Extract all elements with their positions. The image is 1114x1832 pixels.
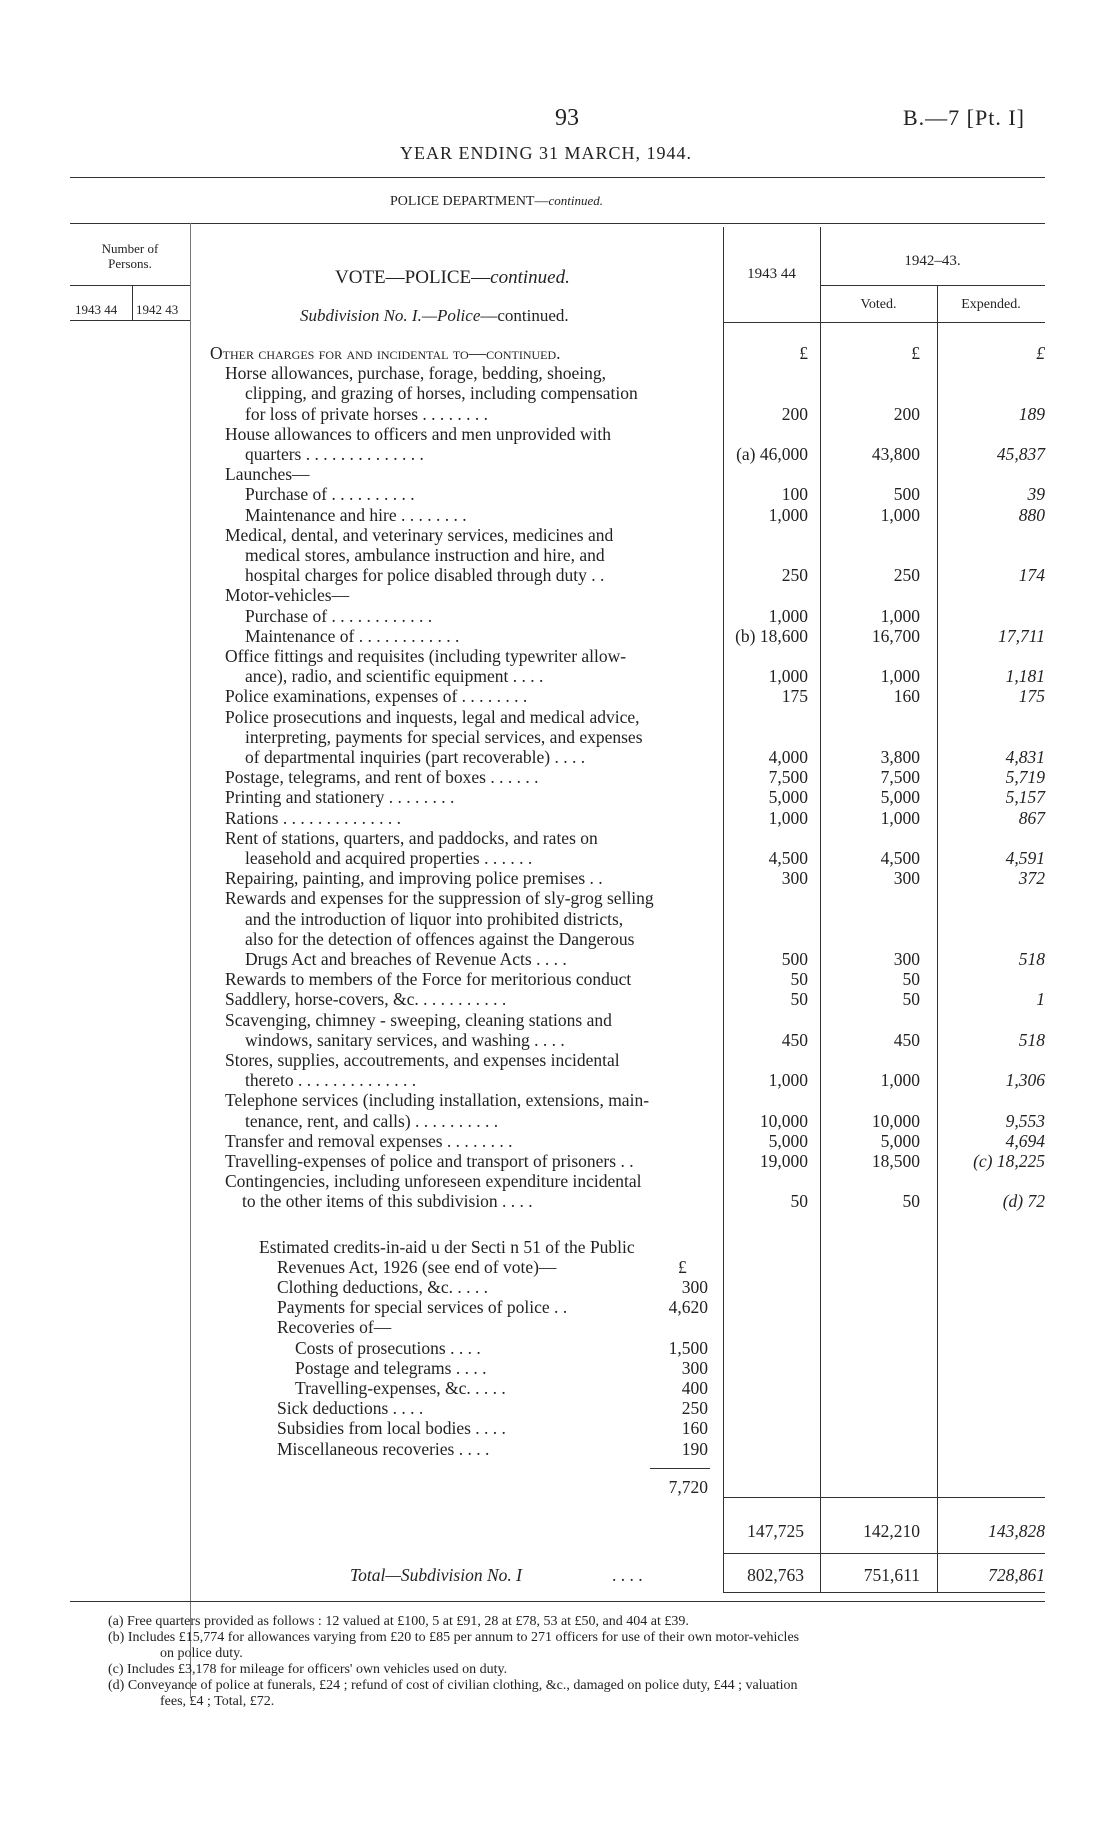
- subdivision-continued: —continued.: [480, 306, 569, 325]
- row-expended-1942: 5,157: [1005, 787, 1045, 808]
- row-estimate-1943: 50: [790, 969, 808, 990]
- table-row: [0, 848, 1114, 868]
- table-row: [0, 1131, 1114, 1151]
- table-row: [0, 343, 1114, 363]
- table-row: [0, 424, 1114, 444]
- credits-intro-2: Revenues Act, 1926 (see end of vote)—: [277, 1257, 557, 1277]
- row-estimate-1943: 100: [781, 484, 808, 505]
- row-description: House allowances to officers and men unprovided with: [225, 423, 612, 444]
- row-estimate-1943: 19,000: [759, 1151, 808, 1171]
- total-voted: 751,611: [863, 1565, 920, 1585]
- row-expended-1942: (d) 72: [1002, 1191, 1045, 1212]
- np-header-rule: [70, 285, 190, 286]
- table-row: [0, 626, 1114, 646]
- page-number: 93: [555, 105, 579, 131]
- table-row: [0, 707, 1114, 727]
- credit-label: Miscellaneous recoveries . . . .: [277, 1438, 490, 1459]
- row-expended-1942: 880: [1018, 504, 1045, 525]
- table-row: [0, 727, 1114, 747]
- row-description: Purchase of . . . . . . . . . . . .: [245, 605, 433, 626]
- row-estimate-1943: (a) 46,000: [736, 444, 808, 464]
- row-expended-1942: 39: [1027, 484, 1045, 505]
- table-row: [0, 1171, 1114, 1191]
- table-row: [0, 1151, 1114, 1171]
- row-expended-1942: 867: [1018, 807, 1045, 828]
- row-description: Police prosecutions and inquests, legal and medical advice,: [225, 706, 640, 727]
- row-estimate-1943: 1,000: [768, 504, 808, 525]
- table-row: [0, 585, 1114, 605]
- table-row: [0, 828, 1114, 848]
- row-description: thereto . . . . . . . . . . . . . .: [245, 1070, 417, 1091]
- row-expended-1942: 17,711: [998, 625, 1045, 646]
- table-row: [0, 525, 1114, 545]
- subtotal-voted: 142,210: [863, 1521, 920, 1541]
- year-title: YEAR ENDING 31 MARCH, 1944.: [400, 143, 692, 163]
- table-row: [0, 606, 1114, 626]
- row-estimate-1943: 1,000: [768, 605, 808, 626]
- number-of-persons-title: Number of Persons.: [101, 241, 159, 271]
- table-row: [0, 383, 1114, 403]
- total-bottom-rule: [723, 1592, 1045, 1593]
- credit-value: 300: [681, 1357, 708, 1378]
- table-row: [0, 464, 1114, 484]
- table-row: [0, 1050, 1114, 1070]
- table-row: [0, 969, 1114, 989]
- row-description: quarters . . . . . . . . . . . . . .: [245, 444, 424, 464]
- row-voted-1942: 250: [893, 565, 920, 586]
- credit-label: Travelling-expenses, &c. . . . .: [295, 1378, 506, 1398]
- table-row: [0, 1070, 1114, 1090]
- table-row: [0, 686, 1114, 706]
- row-description: Scavenging, chimney - sweeping, cleaning stations and: [225, 1009, 612, 1030]
- credits-intro-1: Estimated credits-in-aid u der Secti n 51 of the Public: [259, 1237, 635, 1257]
- row-expended-1942: 4,591: [1005, 848, 1045, 868]
- row-voted-1942: 160: [893, 686, 920, 707]
- footnote-c: (c) Includes £3,178 for mileage for officers' own vehicles used on duty.: [108, 1662, 508, 1677]
- table-row: [0, 1090, 1114, 1110]
- row-description: of departmental inquiries (part recoverable) . . . .: [245, 747, 586, 767]
- row-estimate-1943: 4,500: [768, 848, 808, 868]
- table-row: [0, 989, 1114, 1009]
- row-voted-1942: 1,000: [880, 666, 920, 687]
- credit-value: 190: [681, 1438, 708, 1459]
- row-voted-1942: 1,000: [880, 1070, 920, 1091]
- row-estimate-1943: 50: [790, 1191, 808, 1212]
- subtotal-top-rule: [723, 1497, 1045, 1498]
- row-description: hospital charges for police disabled through duty . .: [245, 565, 605, 586]
- credits-sum-rule: [650, 1468, 710, 1469]
- credit-label: Recoveries of—: [277, 1317, 392, 1338]
- row-description: Medical, dental, and veterinary services, medicines and: [225, 524, 614, 545]
- row-description: Motor-vehicles—: [225, 585, 350, 606]
- total-label: Total—Subdivision No. I: [350, 1565, 522, 1585]
- credit-label: Postage and telegrams . . . .: [295, 1357, 487, 1378]
- row-description: Office fittings and requisites (including typewriter allow-: [225, 646, 627, 666]
- table-row: [0, 444, 1114, 464]
- table-top-rule: [70, 223, 1045, 224]
- row-description: ance), radio, and scientific equipment . . . .: [245, 666, 544, 687]
- row-estimate-1943: £: [799, 343, 808, 363]
- row-voted-1942: 1,000: [880, 504, 920, 525]
- row-estimate-1943: 4,000: [768, 747, 808, 767]
- vote-name: VOTE—POLICE—: [335, 267, 491, 288]
- table-row: [0, 1010, 1114, 1030]
- col-expended-header: Expended.: [961, 297, 1021, 312]
- row-expended-1942: 45,837: [996, 444, 1045, 464]
- table-row: [0, 666, 1114, 686]
- row-estimate-1943: 1,000: [768, 1070, 808, 1091]
- credit-label: Clothing deductions, &c. . . . .: [277, 1277, 488, 1297]
- row-expended-1942: 174: [1018, 565, 1045, 586]
- row-description: Drugs Act and breaches of Revenue Acts . . . .: [245, 949, 567, 969]
- table-bottom-rule: [70, 1601, 1045, 1602]
- row-estimate-1943: 250: [781, 565, 808, 586]
- header-bottom-rule: [723, 322, 1045, 323]
- row-description: Contingencies, including unforeseen expenditure incidental: [225, 1171, 642, 1192]
- row-voted-1942: £: [911, 343, 920, 363]
- row-expended-1942: 1,306: [1005, 1070, 1045, 1091]
- row-voted-1942: 1,000: [880, 807, 920, 828]
- row-description: also for the detection of offences against the Dangerous: [245, 928, 635, 949]
- row-description: Stores, supplies, accoutrements, and expenses incidental: [225, 1050, 620, 1070]
- row-description: and the introduction of liquor into prohibited districts,: [245, 908, 624, 929]
- np-1942-header: 1942 43: [136, 302, 179, 317]
- row-expended-1942: 1,181: [1005, 666, 1045, 687]
- table-row: [0, 929, 1114, 949]
- table-row: [0, 888, 1114, 908]
- credit-value: 1,500: [668, 1337, 708, 1358]
- table-row: [0, 747, 1114, 767]
- row-description: Printing and stationery . . . . . . . .: [225, 787, 455, 808]
- footnote-b-cont: on police duty.: [160, 1646, 243, 1661]
- row-description: tenance, rent, and calls) . . . . . . . . . .: [245, 1110, 499, 1131]
- credit-label: Subsidies from local bodies . . . .: [277, 1418, 506, 1439]
- row-estimate-1943: 175: [781, 686, 808, 707]
- subdivision-title: [300, 306, 569, 326]
- row-expended-1942: 4,831: [1005, 747, 1045, 767]
- year-group-rule: [820, 285, 1045, 286]
- subdivision-name: Subdivision No. I.—Police: [300, 306, 481, 325]
- row-estimate-1943: 1,000: [768, 807, 808, 828]
- row-estimate-1943: 450: [781, 1029, 808, 1050]
- row-expended-1942: 189: [1018, 403, 1045, 424]
- row-expended-1942: 4,694: [1005, 1130, 1045, 1151]
- row-description: Horse allowances, purchase, forage, bedding, shoeing,: [225, 363, 606, 384]
- footnote-b: (b) Includes £15,774 for allowances varying from £20 to £85 per annum to 271 officers for use of their own motor-vehicles: [108, 1630, 800, 1645]
- row-description: medical stores, ambulance instruction and hire, and: [245, 545, 605, 565]
- row-description: Telephone services (including installation, extensions, main-: [225, 1090, 650, 1111]
- total-expended: 728,861: [988, 1565, 1045, 1585]
- row-estimate-1943: (b) 18,600: [735, 625, 808, 646]
- row-description: Maintenance of . . . . . . . . . . . .: [245, 625, 460, 646]
- row-voted-1942: 5,000: [880, 787, 920, 808]
- table-row: [0, 868, 1114, 888]
- table-row: [0, 787, 1114, 807]
- table-row: [0, 646, 1114, 666]
- np-bottom-rule: [70, 320, 190, 321]
- department-title: [390, 193, 603, 210]
- credit-label: Sick deductions . . . .: [277, 1398, 424, 1419]
- credit-value: 400: [681, 1378, 708, 1398]
- np-1943-header: 1943 44: [75, 302, 118, 317]
- row-voted-1942: 300: [893, 949, 920, 969]
- credit-value: 300: [681, 1277, 708, 1297]
- credits-total: 7,720: [668, 1477, 708, 1497]
- row-expended-1942: 372: [1018, 868, 1045, 889]
- row-expended-1942: £: [1036, 343, 1045, 363]
- table-row: [0, 565, 1114, 585]
- row-estimate-1943: 10,000: [759, 1110, 808, 1131]
- table-row: [0, 808, 1114, 828]
- row-estimate-1943: 300: [781, 868, 808, 889]
- table-row: [0, 1030, 1114, 1050]
- row-voted-1942: 10,000: [871, 1110, 920, 1131]
- table-row: [0, 484, 1114, 504]
- row-description: Other charges for and incidental to—continued.: [210, 343, 561, 363]
- row-estimate-1943: 7,500: [768, 767, 808, 788]
- row-description: Rent of stations, quarters, and paddocks, and rates on: [225, 827, 598, 848]
- row-voted-1942: 450: [893, 1029, 920, 1050]
- row-voted-1942: 50: [902, 989, 920, 1010]
- row-description: Rations . . . . . . . . . . . . . .: [225, 807, 401, 828]
- header-rule: [70, 177, 1045, 178]
- row-description: for loss of private horses . . . . . . . .: [245, 403, 489, 424]
- subtotal-1943: 147,725: [747, 1521, 804, 1541]
- row-expended-1942: 518: [1018, 949, 1045, 969]
- table-row: [0, 767, 1114, 787]
- row-description: Maintenance and hire . . . . . . . .: [245, 504, 467, 525]
- row-voted-1942: 16,700: [871, 625, 920, 646]
- row-expended-1942: 518: [1018, 1029, 1045, 1050]
- row-voted-1942: 43,800: [871, 444, 920, 464]
- row-expended-1942: 5,719: [1005, 767, 1045, 788]
- row-voted-1942: 5,000: [880, 1130, 920, 1151]
- row-estimate-1943: 5,000: [768, 787, 808, 808]
- credit-label: Payments for special services of police . .: [277, 1297, 568, 1318]
- table-row: [0, 505, 1114, 525]
- row-description: Rewards and expenses for the suppression of sly-grog selling: [225, 888, 654, 909]
- row-description: Transfer and removal expenses . . . . . . . .: [225, 1130, 513, 1151]
- table-row: [0, 404, 1114, 424]
- row-description: Police examinations, expenses of . . . . . . . .: [225, 686, 528, 707]
- row-expended-1942: 9,553: [1005, 1110, 1045, 1131]
- row-description: Launches—: [225, 464, 310, 485]
- footnote-a: (a) Free quarters provided as follows : 12 valued at £100, 5 at £91, 28 at £78, 53 at £50, and 404 at £39.: [108, 1614, 689, 1629]
- credit-value: 4,620: [668, 1297, 708, 1318]
- row-voted-1942: 18,500: [871, 1151, 920, 1171]
- row-estimate-1943: 50: [790, 989, 808, 1010]
- table-row: [0, 1191, 1114, 1211]
- row-estimate-1943: 5,000: [768, 1130, 808, 1151]
- row-estimate-1943: 200: [781, 403, 808, 424]
- total-top-rule: [723, 1553, 1045, 1554]
- row-description: Rewards to members of the Force for meritorious conduct: [225, 969, 632, 990]
- row-estimate-1943: 500: [781, 949, 808, 969]
- row-description: windows, sanitary services, and washing . . . .: [245, 1029, 565, 1050]
- row-description: Saddlery, horse-covers, &c. . . . . . . . . . .: [225, 989, 507, 1010]
- row-voted-1942: 500: [893, 484, 920, 505]
- row-voted-1942: 200: [893, 403, 920, 424]
- department-continued: continued.: [548, 193, 603, 208]
- vote-continued: continued.: [490, 267, 570, 288]
- row-voted-1942: 1,000: [880, 605, 920, 626]
- subtotal-expended: 143,828: [988, 1521, 1045, 1541]
- department-name: POLICE DEPARTMENT—: [390, 194, 549, 209]
- row-description: Postage, telegrams, and rent of boxes . . . . . .: [225, 767, 539, 788]
- np-inner-rule: [132, 285, 133, 320]
- credit-value: 250: [681, 1398, 708, 1419]
- row-voted-1942: 7,500: [880, 767, 920, 788]
- row-expended-1942: 175: [1018, 686, 1045, 707]
- row-description: to the other items of this subdivision . . . .: [242, 1191, 533, 1212]
- row-voted-1942: 300: [893, 868, 920, 889]
- vote-title: [335, 267, 570, 289]
- row-expended-1942: 1: [1036, 989, 1045, 1010]
- footnote-d: (d) Conveyance of police at funerals, £24 ; refund of cost of civilian clothing, &c., damaged on police duty, £44 ; valuation: [108, 1678, 798, 1693]
- row-description: Repairing, painting, and improving police premises . .: [225, 868, 603, 889]
- col-1943-header: 1943 44: [747, 266, 796, 282]
- credit-label: Costs of prosecutions . . . .: [295, 1337, 481, 1358]
- row-description: Travelling-expenses of police and transport of prisoners . .: [225, 1151, 634, 1171]
- total-1943: 802,763: [747, 1565, 804, 1585]
- col-1942-header: 1942–43.: [904, 253, 961, 269]
- row-voted-1942: 50: [902, 1191, 920, 1212]
- row-expended-1942: (c) 18,225: [973, 1151, 1045, 1171]
- table-row: [0, 909, 1114, 929]
- row-estimate-1943: 1,000: [768, 666, 808, 687]
- total-leader-dots: . . . .: [612, 1565, 643, 1585]
- row-voted-1942: 3,800: [880, 747, 920, 767]
- credit-value: 160: [681, 1418, 708, 1439]
- row-voted-1942: 4,500: [880, 848, 920, 868]
- row-description: clipping, and grazing of horses, including compensation: [245, 383, 638, 404]
- col-voted-header: Voted.: [860, 297, 897, 312]
- row-description: interpreting, payments for special services, and expenses: [245, 726, 643, 747]
- table-row: [0, 949, 1114, 969]
- table-row: [0, 545, 1114, 565]
- table-row: [0, 363, 1114, 383]
- report-reference: B.—7 [Pt. I]: [903, 105, 1025, 130]
- table-row: [0, 1111, 1114, 1131]
- row-description: leasehold and acquired properties . . . . . .: [245, 848, 533, 868]
- footnote-d-cont: fees, £4 ; Total, £72.: [160, 1694, 275, 1709]
- credits-pound-sign: £: [678, 1257, 687, 1277]
- row-description: Purchase of . . . . . . . . . .: [245, 484, 415, 505]
- row-voted-1942: 50: [902, 969, 920, 990]
